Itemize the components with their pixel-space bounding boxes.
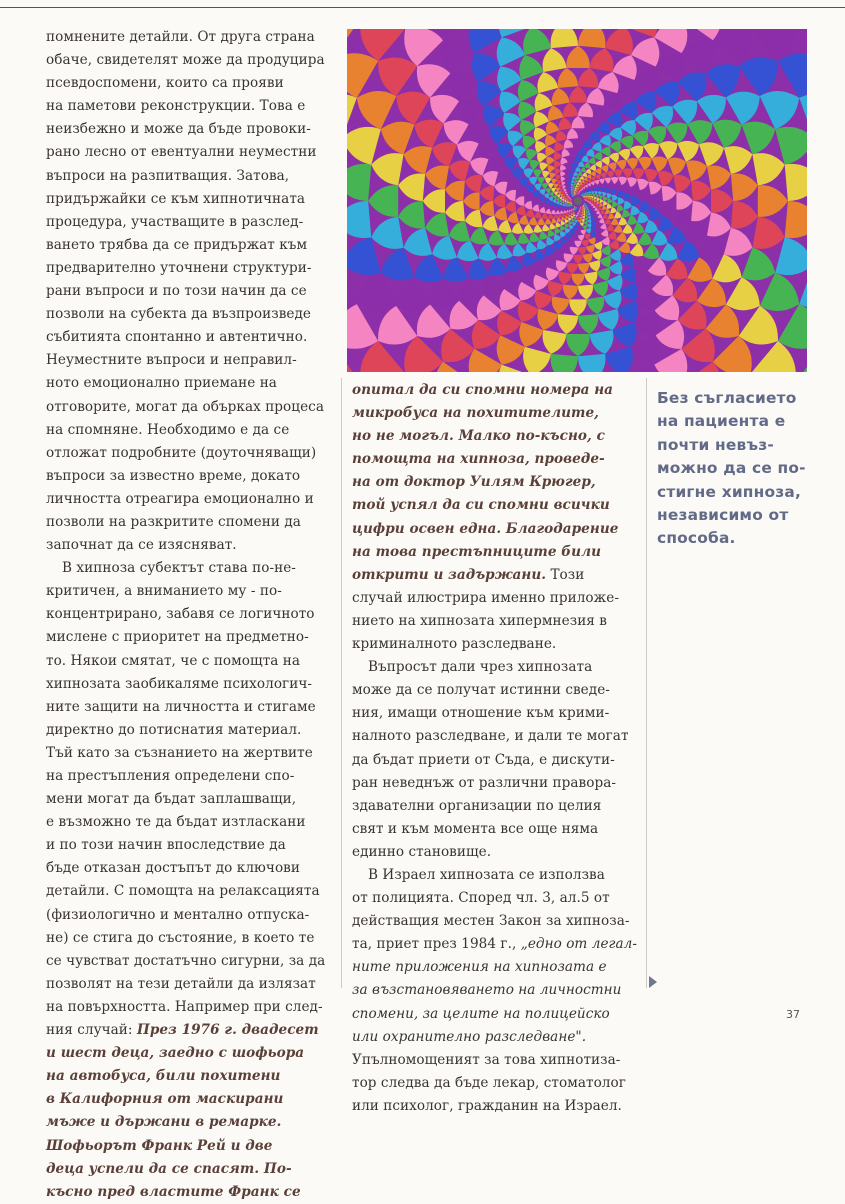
text-line: и по този начин впоследствие да — [46, 837, 286, 854]
text-line: ния, имащи отношение към крими- — [352, 705, 610, 722]
text-line: от полицията. Според чл. 3, ал.5 от — [352, 890, 610, 907]
pull-quote-line: независимо от — [657, 506, 789, 525]
emphasized-text-line: мъже и държани в ремарке. — [46, 1114, 282, 1131]
emphasized-text-run: открити и задържани. — [352, 566, 547, 583]
spiral-petal — [347, 164, 371, 201]
article-column-2 — [352, 379, 644, 1118]
text-line — [352, 564, 644, 587]
text-line: на паметови реконструкции. Това е — [46, 98, 306, 115]
text-line: предварително уточнени структури- — [46, 259, 312, 276]
spiral-petal — [578, 29, 605, 48]
pull-quote-line: можно да се по- — [657, 459, 806, 478]
pull-quote-line: Без съгласието — [657, 389, 797, 407]
text-line: на повърхността. Например при след- — [46, 998, 323, 1015]
continue-arrow-icon — [649, 976, 657, 988]
text-line: действащия местен Закон за хипноза- — [352, 913, 630, 930]
text-line: Упълномощеният за това хипнотиза- — [352, 1051, 621, 1068]
text-line — [352, 933, 644, 956]
text-line: ните защити на личността и стигаме — [46, 698, 316, 715]
quote-run: „едно от легал- — [520, 936, 637, 953]
text-run: ния случай: — [46, 1022, 133, 1039]
text-line: бъде отказан достъпът до ключови — [46, 860, 300, 877]
text-line: да бъдат приети от Съда, е дискути- — [352, 751, 615, 768]
quote-line: спомени, за целите на полицейско — [352, 1005, 610, 1022]
text-line: неизбежно и може да бъде провоки- — [46, 121, 311, 138]
text-line: тор следва да бъде лекар, стоматолог — [352, 1074, 626, 1091]
pull-quote-line: почти невъз- — [657, 435, 774, 454]
emphasized-text-line: но не могъл. Малко по-късно, с — [352, 428, 605, 445]
text-line: въпроси на разпитващия. Затова, — [46, 167, 290, 184]
hypnotic-spiral-image — [347, 29, 807, 372]
text-line: на спомняне. Необходимо е да се — [46, 421, 290, 438]
text-line: здавателни организации по целия — [352, 797, 602, 814]
emphasized-text-line: на автобуса, били похитени — [46, 1068, 281, 1085]
text-line: започнат да се изясняват. — [46, 537, 237, 554]
spiral-petal — [347, 201, 371, 238]
text-run: Този — [550, 566, 585, 583]
text-line: личността отреагира емоционално и — [46, 490, 314, 507]
text-line: единно становище. — [352, 843, 492, 860]
text-line: нието на хипнозата хипермнезия в — [352, 612, 608, 629]
text-line: може да се получат истинни сведе- — [352, 682, 610, 699]
text-line: криминалното разследване. — [352, 636, 557, 653]
article-column-1 — [46, 26, 332, 1204]
text-line: ното емоционално приемане на — [46, 375, 277, 392]
spiral-petal — [578, 354, 605, 372]
spiral-center — [574, 197, 582, 205]
text-line: придържайки се към хипнотичната — [46, 190, 306, 207]
text-line: позволи на субекта да възпроизведе — [46, 306, 312, 323]
text-line: мислене с приоритет на предметно- — [46, 629, 309, 646]
emphasized-text-line: на от доктор Уилям Крюгер, — [352, 474, 596, 491]
spiral-petal — [551, 354, 578, 372]
emphasized-text-line: микробуса на похитителите, — [352, 405, 599, 422]
text-line: отговорите, могат да обърках процеса — [46, 398, 324, 415]
text-line: се чувстват достатъчно сигурни, за да — [46, 952, 326, 969]
text-line: свят и към момента все още няма — [352, 820, 599, 837]
pull-quote — [657, 387, 832, 551]
text-line: детайли. С помощта на релаксацията — [46, 883, 320, 900]
emphasized-text-line: цифри освен една. Благодарение — [352, 520, 619, 537]
text-line: рани въпроси и по този начин да се — [46, 283, 307, 300]
quote-line: ните приложения на хипнозата е — [352, 959, 607, 976]
text-line: е възможно те да бъдат изтласкани — [46, 814, 306, 831]
text-line: Въпросът дали чрез хипнозата — [368, 659, 593, 676]
text-line: концентрирано, забавя се логичното — [46, 606, 315, 623]
text-line: В Израел хипнозата се използва — [368, 866, 605, 883]
spiral-petal — [785, 164, 807, 201]
text-line: или психолог, гражданин на Израел. — [352, 1097, 622, 1114]
pull-quote-line: стигне хипноза, — [657, 482, 802, 501]
text-line: на престъпления определени спо- — [46, 768, 295, 784]
text-line: въпроси за известно време, докато — [46, 467, 301, 484]
text-line: псевдоспомени, които са прояви — [46, 75, 284, 92]
text-line: процедура, участващите в разслед- — [46, 213, 304, 230]
text-line: Тъй като за съзнанието на жертвите — [46, 744, 313, 761]
text-line: позволят на тези детайли да излязат — [46, 975, 316, 992]
pull-quote-line: способа. — [657, 529, 736, 548]
emphasized-text-line: той успял да си спомни всички — [352, 497, 610, 514]
text-line: не) се стига до състояние, в което те — [46, 929, 315, 946]
spiral-petal — [785, 201, 807, 238]
text-line: събитията спонтанно и автентично. — [46, 329, 308, 346]
text-line: налното разследване, и дали те могат — [352, 728, 629, 745]
quote-line: или охранително разследване". — [352, 1028, 587, 1045]
text-line: директно до потиснатия материал. — [46, 721, 302, 738]
emphasized-text-line: Шофьорът Франк Рей и две — [46, 1137, 273, 1154]
column-divider-1 — [341, 378, 342, 988]
column-divider-2 — [646, 378, 647, 988]
text-line: В хипноза субектът става по-не- — [62, 560, 296, 577]
emphasized-text-line: помощта на хипноза, проведе- — [352, 451, 605, 468]
text-line: (физиологично и ментално отпуска- — [46, 906, 310, 923]
text-line: мени могат да бъдат заплашващи, — [46, 791, 297, 808]
text-line: обаче, свидетелят може да продуцира — [46, 52, 325, 69]
emphasized-text-line: в Калифорния от маскирани — [46, 1091, 284, 1108]
emphasized-text-line: на това престъпниците били — [352, 543, 602, 560]
spiral-petal — [551, 29, 578, 48]
text-line: помнените детайли. От друга страна — [46, 29, 315, 45]
text-line: позволи на разкритите спомени да — [46, 513, 301, 530]
text-line: Неуместните въпроси и неправил- — [46, 352, 297, 369]
text-line: критичен, а вниманието му - по- — [46, 583, 282, 600]
text-line: то. Някои смятат, че с помощта на — [46, 652, 301, 669]
text-line: ран неведнъж от различни правора- — [352, 774, 617, 791]
text-line: отложат подробните (доуточняващи) — [46, 444, 317, 461]
text-line: ването трябва да се придържат към — [46, 236, 308, 253]
page-number: 37 — [786, 1008, 800, 1021]
emphasized-text-line: опитал да си спомни номера на — [352, 382, 614, 398]
pull-quote-line: на пациента е — [657, 412, 786, 431]
top-rule — [0, 7, 845, 8]
text-line — [46, 1019, 332, 1042]
text-line: хипнозата заобикаляме психологич- — [46, 675, 313, 692]
quote-line: за възстановяването на личностни — [352, 982, 622, 999]
emphasized-text-line: и шест деца, заедно с шофьора — [46, 1045, 305, 1062]
emphasized-text-line: деца успели да се спасят. По- — [46, 1160, 292, 1177]
emphasized-text-line: късно пред властите Франк се — [46, 1183, 301, 1200]
text-line: случай илюстрира именно приложе- — [352, 589, 619, 606]
text-run: та, приет през 1984 г., — [352, 936, 517, 953]
emphasized-text-run: През 1976 г. двадесет — [136, 1022, 319, 1039]
text-line: рано лесно от евентуални неуместни — [46, 144, 317, 161]
